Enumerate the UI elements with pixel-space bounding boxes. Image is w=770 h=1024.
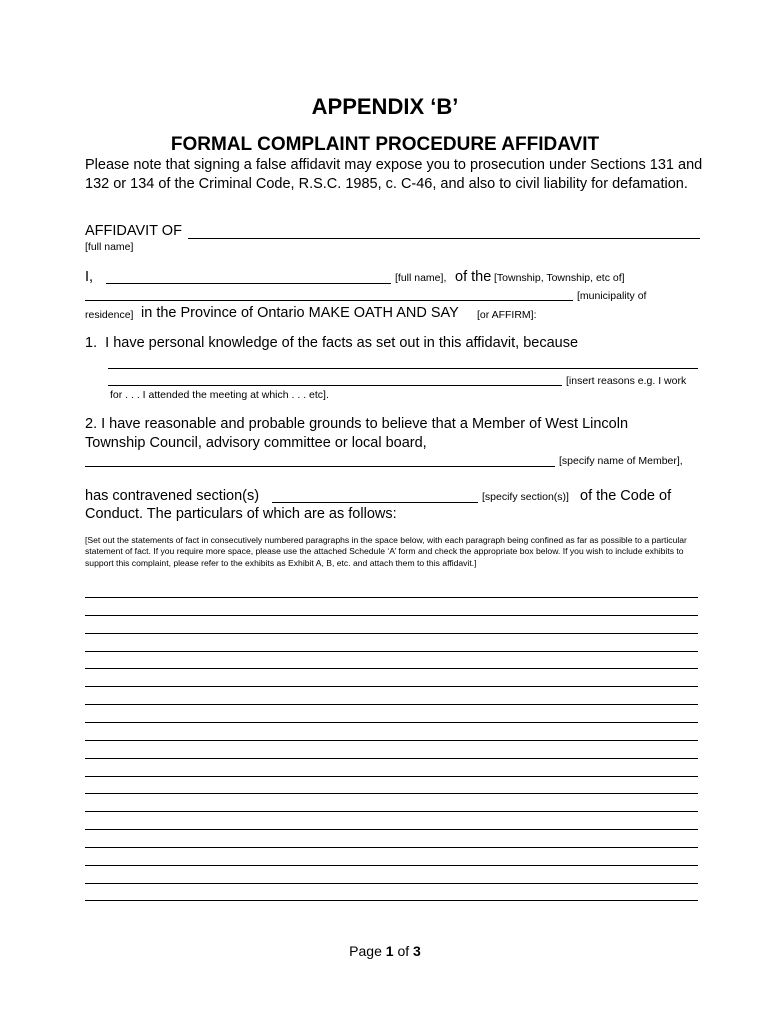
fact-line[interactable]: [85, 668, 698, 669]
fact-line[interactable]: [85, 597, 698, 598]
affirm-hint: [or AFFIRM]:: [477, 309, 537, 321]
fact-line[interactable]: [85, 865, 698, 866]
fact-line[interactable]: [85, 811, 698, 812]
municipality-line[interactable]: [85, 300, 573, 301]
fact-line[interactable]: [85, 686, 698, 687]
reasons-hint: [insert reasons e.g. I work: [566, 375, 687, 387]
fact-line[interactable]: [85, 704, 698, 705]
page-prefix: Page: [349, 943, 382, 959]
full-name-hint: [full name]: [85, 241, 134, 253]
fact-line[interactable]: [85, 633, 698, 634]
document-title: APPENDIX ‘B’: [311, 94, 459, 119]
fact-line[interactable]: [85, 615, 698, 616]
item-1-text: 1. I have personal knowledge of the facts as set out in this affidavit, because: [85, 335, 579, 351]
conduct-text: Conduct. The particulars of which are as follows:: [85, 506, 397, 522]
full-name-hint-2: [full name],: [395, 272, 447, 284]
fact-line[interactable]: [85, 776, 698, 777]
fact-line[interactable]: [85, 722, 698, 723]
reasons-hint-2: for . . . I attended the meeting at which . . . etc].: [110, 389, 329, 401]
fact-line[interactable]: [85, 793, 698, 794]
of-the-label: of the: [455, 269, 492, 285]
province-text: in the Province of Ontario MAKE OATH AND SAY: [141, 305, 459, 321]
fact-line[interactable]: [85, 651, 698, 652]
instructions-text: [Set out the statements of fact in consecutively numbered paragraphs in the space below, with each paragraph being confined as far as possible to a particular statement of fact. If you require more space, please use the attached Schedule ‘A’ form and check the appropriate box below. If you wish to include exhibits to support this complaint, please refer to the exhibits as Exhibit A, B, etc. and attach them to this affidavit.]: [85, 535, 687, 568]
page-of: of: [397, 943, 410, 959]
page-current: 1: [385, 943, 394, 959]
member-hint: [specify name of Member],: [559, 455, 683, 467]
page-total: 3: [413, 943, 421, 959]
fact-line[interactable]: [85, 847, 698, 848]
sections-hint: [specify section(s)]: [482, 491, 569, 503]
item-2-text: 2. I have reasonable and probable grounds to believe that a Member of West Lincoln Township Council, advisory committee or local board,: [85, 416, 629, 451]
reasons-line-2[interactable]: [108, 385, 562, 386]
of-code-label: of the Code of: [580, 488, 672, 504]
member-name-line[interactable]: [85, 466, 555, 467]
affidavit-of-label: AFFIDAVIT OF: [85, 223, 182, 239]
fact-line[interactable]: [85, 900, 698, 901]
contravened-label: has contravened section(s): [85, 488, 260, 504]
document-subtitle: FORMAL COMPLAINT PROCEDURE AFFIDAVIT: [170, 134, 600, 155]
full-name-line[interactable]: [106, 283, 391, 284]
reasons-line-1[interactable]: [108, 368, 698, 369]
warning-notice: Please note that signing a false affidavit may expose you to prosecution under Sections 131 and 132 or 134 of the Criminal Code, R.S.C. 1985, c. C-46, and also to civil liability for defamation.: [85, 157, 703, 192]
township-hint: [Township, Township, etc of]: [494, 272, 625, 284]
sections-line[interactable]: [272, 502, 478, 503]
fact-line[interactable]: [85, 740, 698, 741]
fact-line[interactable]: [85, 883, 698, 884]
fact-line[interactable]: [85, 758, 698, 759]
municipality-hint: [municipality of: [577, 290, 647, 302]
i-label: I,: [85, 269, 94, 285]
affiant-name-line[interactable]: [188, 238, 700, 239]
residence-hint: residence]: [85, 309, 134, 321]
page-number: [0, 943, 770, 959]
fact-line[interactable]: [85, 829, 698, 830]
